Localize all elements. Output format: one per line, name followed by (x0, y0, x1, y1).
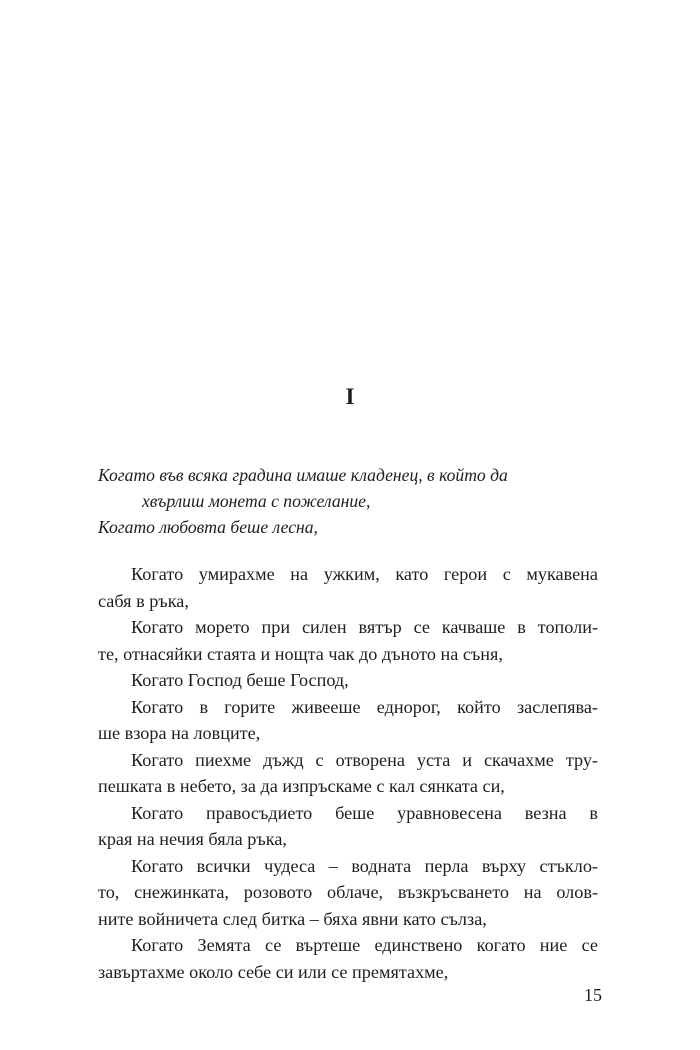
epigraph (98, 462, 608, 540)
epigraph-line: Когато любовта беше лесна, (98, 517, 318, 537)
epigraph-line: Когато във всяка градина имаше кладенец, в който да (98, 465, 508, 485)
body-line: завъртахме около себе си или се премятахме, (98, 961, 449, 982)
body-line: то, снежинката, розовото облаче, възкръсването на олов- (98, 882, 598, 902)
body-line: ше взора на ловците, (98, 723, 261, 743)
body-line: те, отнасяйки стаята и нощта чак до дъното на съня, (98, 643, 503, 664)
body-line: Когато умирахме на ужким, като герои с мукавена (131, 564, 598, 584)
body-text (98, 561, 598, 985)
body-line: Когато правосъдието беше уравновесена везна в (131, 802, 598, 823)
body-line: Когато морето при силен вятър се качваше в тополи- (131, 617, 598, 637)
body-line: Когато в горите живееше еднорог, който заслепява- (131, 696, 598, 717)
body-line: Когато Господ беше Господ, (131, 670, 349, 690)
body-line: Когато Земята се въртеше единствено когато ние се (131, 935, 598, 955)
chapter-numeral: I (345, 384, 355, 409)
body-line: сабя в ръка, (98, 590, 189, 611)
body-line: Когато всички чудеса – водната перла върху стъкло- (131, 855, 598, 876)
body-line: ните войничета след битка – бяха явни като сълза, (98, 908, 487, 929)
body-line: Когато пиехме дъжд с отворена уста и скачахме тру- (131, 749, 598, 770)
body-line: пешката в небето, за да изпръскаме с кал сянката си, (98, 776, 505, 796)
page-number: 15 (584, 985, 602, 1005)
epigraph-line: хвърлиш монета с пожелание, (142, 491, 371, 511)
body-line: края на нечия бяла ръка, (98, 829, 287, 849)
